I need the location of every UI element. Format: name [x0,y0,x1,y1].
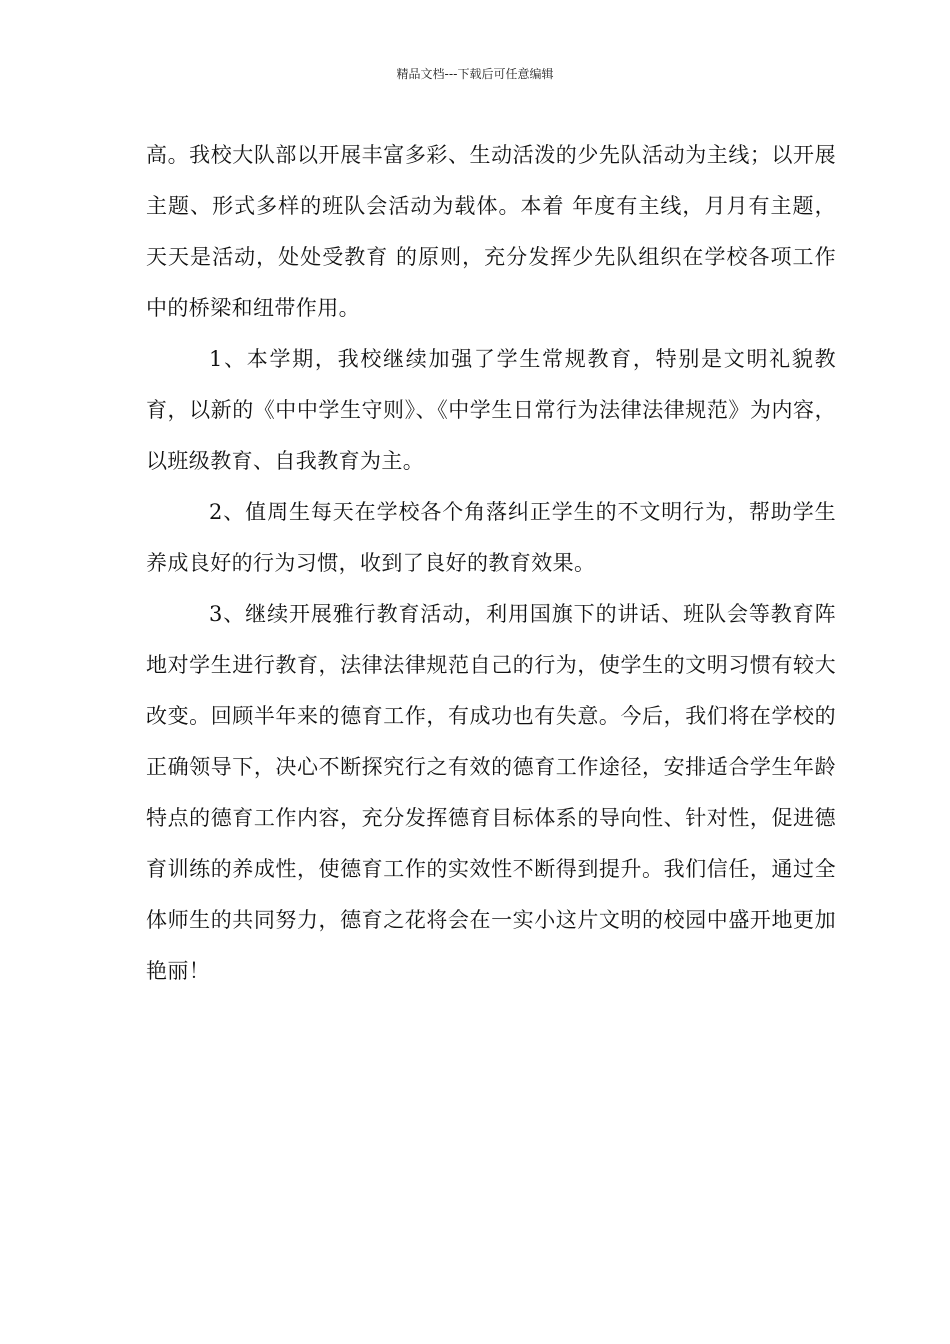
paragraph-item-1: 1、本学期，我校继续加强了学生常规教育，特别是文明礼貌教育，以新的《中中学生守则》、《中学生日常行为法律法律规范》为内容，以班级教育、自我教育为主。 [146,347,836,473]
page-header: 精品文档---下载后可任意编辑 [396,67,554,81]
paragraph-item-3: 3、继续开展雅行教育活动，利用国旗下的讲话、班队会等教育阵地对学生进行教育，法律法律规范自己的行为，使学生的文明习惯有较大改变。回顾半年来的德育工作，有成功也有失意。今后，我们将在学校的正确领导下，决心不断探究行之有效的德育工作途径，安排适合学生年龄特点的德育工作内容，充分发挥德育目标体系的导向性、针对性，促进德育训练的养成性，使德育工作的实效性不断得到提升。我们信任，通过全体师生的共同努力，德育之花将会在一实小这片文明的校园中盛开地更加艳丽！ [146,602,836,983]
paragraph-intro: 高。我校大队部以开展丰富多彩、生动活泼的少先队活动为主线；以开展主题、形式多样的班队会活动为载体。本着 年度有主线，月月有主题，天天是活动，处处受教育 的原则，充分发挥少先队组织在学校各项工作中的桥梁和纽带作用。 [146,143,836,320]
document-body [146,130,836,997]
paragraph-item-2: 2、值周生每天在学校各个角落纠正学生的不文明行为，帮助学生养成良好的行为习惯，收到了良好的教育效果。 [146,500,836,575]
